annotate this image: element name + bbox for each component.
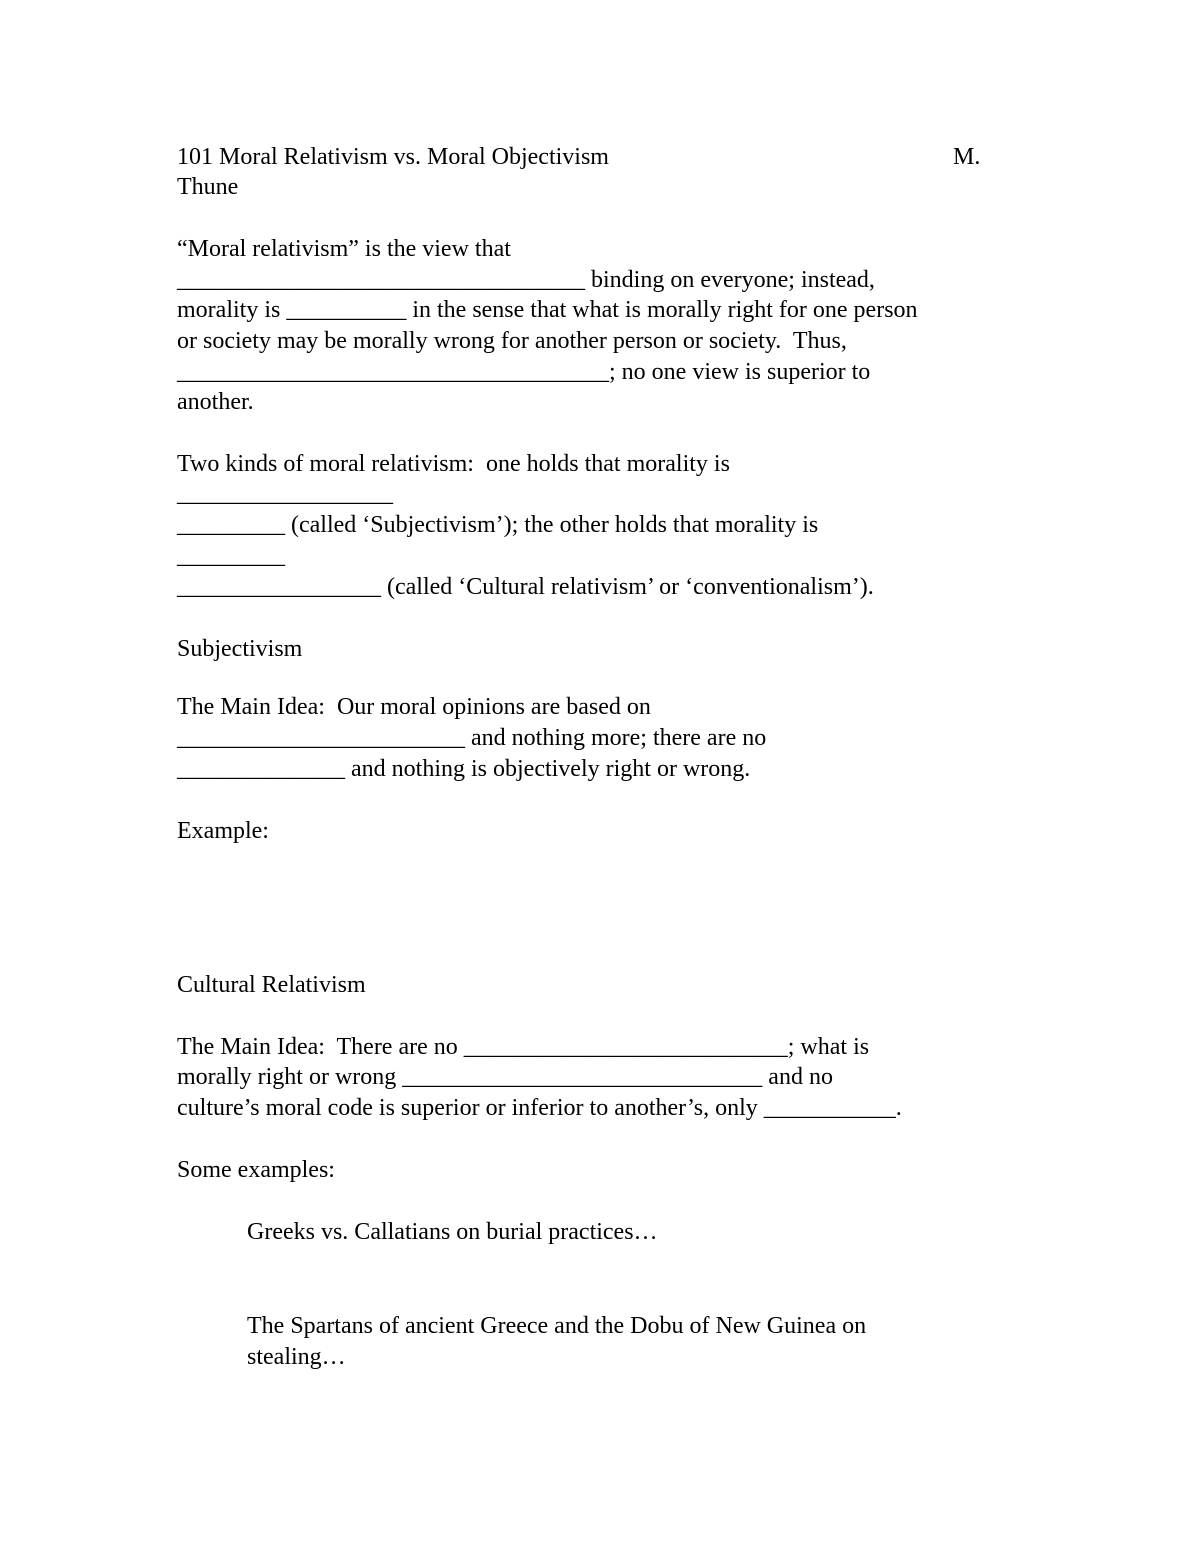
definition-line-3: morality is __________ in the sense that what is morally right for one person: [177, 297, 918, 323]
examples-heading: Some examples:: [177, 1157, 335, 1183]
kinds-line-1: Two kinds of moral relativism: one holds that morality is: [177, 451, 730, 477]
subjectivism-line-2: ________________________ and nothing more; there are no: [177, 725, 767, 751]
definition-line-6: another.: [177, 389, 254, 415]
kinds-line-5: _________________ (called ‘Cultural relativism’ or ‘conventionalism’).: [177, 574, 874, 600]
kinds-line-4: _________: [177, 543, 285, 569]
definition-line-4: or society may be morally wrong for another person or society. Thus,: [177, 328, 847, 354]
subjectivism-line-1: The Main Idea: Our moral opinions are based on: [177, 694, 651, 720]
definition-line-5: ____________________________________; no one view is superior to: [177, 359, 871, 385]
kinds-line-2: __________________: [177, 481, 393, 507]
subjectivism-heading: Subjectivism: [177, 636, 303, 662]
definition-line-2: __________________________________ binding on everyone; instead,: [177, 267, 875, 293]
subjectivism-example-label: Example:: [177, 818, 269, 844]
example-item-2-line-2: stealing…: [247, 1344, 346, 1370]
document-title: 101 Moral Relativism vs. Moral Objectivism: [177, 144, 609, 170]
cultural-line-3: culture’s moral code is superior or inferior to another’s, only ___________.: [177, 1095, 902, 1121]
subjectivism-line-3: ______________ and nothing is objectively right or wrong.: [177, 756, 751, 782]
kinds-line-3: _________ (called ‘Subjectivism’); the other holds that morality is: [177, 512, 819, 538]
cultural-line-1: The Main Idea: There are no ___________________________; what is: [177, 1034, 870, 1060]
definition-line-1: “Moral relativism” is the view that: [177, 236, 511, 262]
example-item-1: Greeks vs. Callatians on burial practices…: [247, 1219, 658, 1245]
cultural-line-2: morally right or wrong ______________________________ and no: [177, 1064, 833, 1090]
author-initial: M.: [953, 144, 981, 170]
example-item-2-line-1: The Spartans of ancient Greece and the Dobu of New Guinea on: [247, 1313, 867, 1339]
cultural-heading: Cultural Relativism: [177, 972, 366, 998]
author-surname: Thune: [177, 174, 239, 200]
